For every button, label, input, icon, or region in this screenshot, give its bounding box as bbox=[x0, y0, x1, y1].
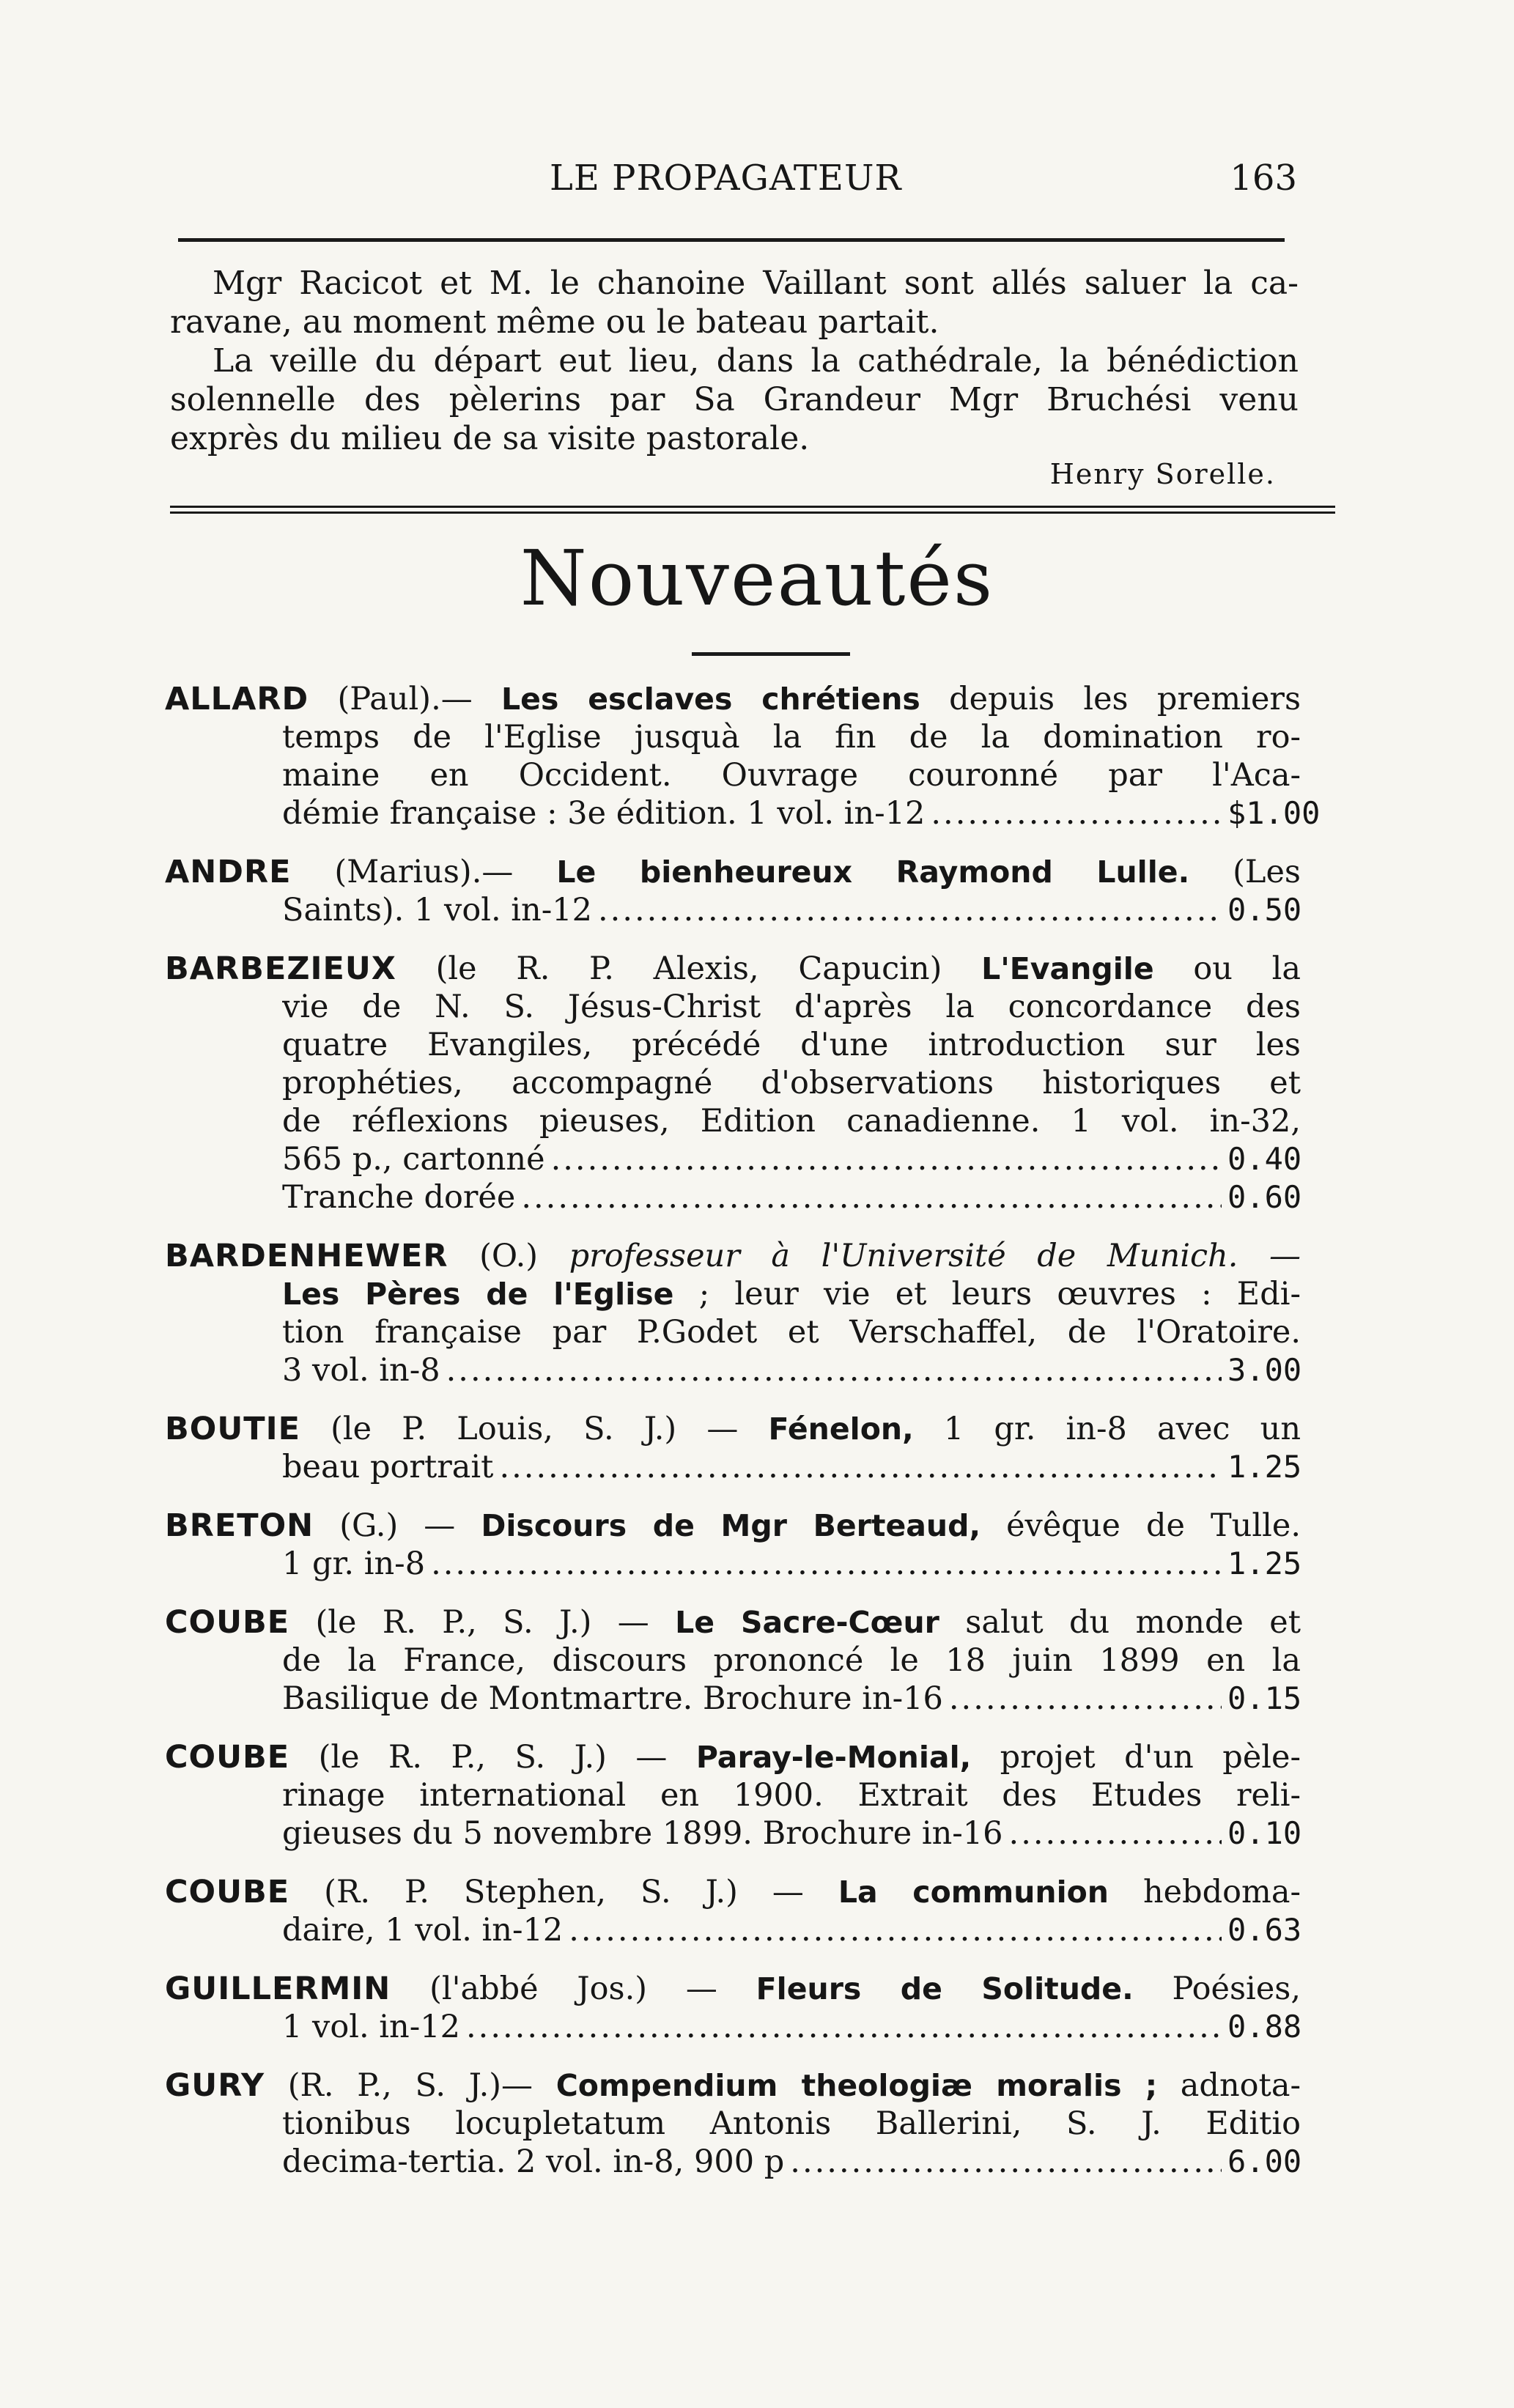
catalog-entry bbox=[165, 1738, 1301, 1853]
entry-first-text bbox=[165, 1237, 1301, 1275]
entry-first-text bbox=[165, 1738, 1301, 1776]
intro-line: exprès du milieu de sa visite pastorale. bbox=[170, 420, 810, 457]
entry-line bbox=[165, 1313, 1301, 1351]
price: 3.00 bbox=[1227, 1352, 1302, 1388]
author-details: (O.) bbox=[479, 1238, 539, 1274]
entry-price-line bbox=[165, 1911, 1301, 1949]
entry-last-text: 565 p., cartonné bbox=[282, 1141, 545, 1178]
dot-leader bbox=[598, 891, 1222, 929]
author-name: COUBE bbox=[165, 1874, 290, 1910]
price: 0.63 bbox=[1227, 1912, 1302, 1948]
title-tail: 1 gr. in-8 avec un bbox=[943, 1411, 1301, 1447]
entry-first-line bbox=[165, 1410, 1301, 1448]
dot-leader bbox=[790, 2143, 1222, 2181]
intro-line: ravane, au moment même ou le bateau partait. bbox=[170, 303, 939, 341]
entry-first-text bbox=[165, 1507, 1301, 1545]
entry-last-text: démie française : 3e édition. 1 vol. in-12 bbox=[282, 795, 926, 832]
price: 0.15 bbox=[1227, 1680, 1302, 1716]
entry-line-text: de réflexions pieuses, Edition canadienne. 1 vol. in-32, bbox=[282, 1103, 1301, 1140]
title-tail: depuis les premiers bbox=[949, 681, 1301, 717]
book-title: Fénelon, bbox=[768, 1411, 914, 1447]
entry-line-text bbox=[282, 1275, 1301, 1313]
entry-last-text: 1 vol. in-12 bbox=[282, 2009, 460, 2045]
intro-paragraph bbox=[170, 264, 1299, 458]
entry-line bbox=[165, 1776, 1301, 1814]
entry-first-line bbox=[165, 680, 1301, 718]
price: 0.50 bbox=[1227, 892, 1302, 928]
entry-last-text: gieuses du 5 novembre 1899. Brochure in-16 bbox=[282, 1815, 1003, 1852]
book-title: La communion bbox=[838, 1875, 1109, 1910]
author-name: GUILLERMIN bbox=[165, 1971, 391, 2007]
entry-last-text: decima-tertia. 2 vol. in-8, 900 p bbox=[282, 2143, 785, 2180]
entry-first-line bbox=[165, 2067, 1301, 2105]
intro-line: La veille du départ eut lieu, dans la cathédrale, la bénédiction bbox=[213, 342, 1299, 380]
author-name: BOUTIE bbox=[165, 1411, 300, 1447]
author-details: (Marius).— bbox=[334, 854, 514, 890]
catalog-entry bbox=[165, 1410, 1301, 1486]
author-details: (le R. P., S. J.) — bbox=[315, 1604, 649, 1641]
entry-line bbox=[165, 718, 1301, 756]
journal-title: LE PROPAGATEUR bbox=[550, 158, 902, 199]
entry-first-line bbox=[165, 1603, 1301, 1641]
title-tail: adnota- bbox=[1180, 2067, 1301, 2104]
entry-first-text bbox=[165, 680, 1301, 718]
dot-leader bbox=[949, 1680, 1222, 1718]
book-title: Fleurs de Solitude. bbox=[756, 1971, 1134, 2006]
dot-leader bbox=[431, 1545, 1222, 1583]
title-underline bbox=[692, 652, 850, 656]
entry-line-text: maine en Occident. Ouvrage couronné par l'Aca- bbox=[282, 757, 1301, 794]
author-name: GURY bbox=[165, 2067, 265, 2104]
dot-leader bbox=[521, 1178, 1222, 1216]
intro-line: solennelle des pèlerins par Sa Grandeur Mgr Bruchési venu bbox=[170, 381, 1299, 418]
book-title: Les esclaves chrétiens bbox=[501, 682, 920, 717]
entry-first-text bbox=[165, 1873, 1301, 1911]
section-divider bbox=[170, 506, 1335, 517]
catalog-entry bbox=[165, 950, 1301, 1216]
entry-first-line bbox=[165, 1873, 1301, 1911]
entry-first-line bbox=[165, 1970, 1301, 2008]
price: 0.88 bbox=[1227, 2009, 1302, 2045]
price: 6.00 bbox=[1227, 2143, 1302, 2179]
entry-first-line bbox=[165, 853, 1301, 891]
dot-leader bbox=[931, 794, 1222, 832]
book-title: Paray-le-Monial, bbox=[695, 1740, 972, 1775]
dot-leader bbox=[466, 2008, 1222, 2046]
running-header bbox=[169, 158, 1297, 202]
dot-leader bbox=[499, 1448, 1222, 1486]
title-tail: projet d'un pèle- bbox=[1000, 1739, 1301, 1776]
entry-first-text bbox=[165, 1410, 1301, 1448]
entry-first-text bbox=[165, 853, 1301, 891]
entry-last-text: Basilique de Montmartre. Brochure in-16 bbox=[282, 1680, 943, 1717]
author-name: ANDRE bbox=[165, 854, 292, 890]
entry-price-line bbox=[165, 891, 1301, 929]
entry-line bbox=[165, 1026, 1301, 1064]
entry-line bbox=[165, 2105, 1301, 2143]
entry-first-text bbox=[165, 950, 1301, 988]
entry-first-text bbox=[165, 1970, 1301, 2008]
book-title: Le bienheureux Raymond Lulle. bbox=[556, 854, 1190, 890]
entry-line-text: quatre Evangiles, précédé d'une introduction sur les bbox=[282, 1027, 1301, 1063]
entry-last-text: Saints). 1 vol. in-12 bbox=[282, 892, 592, 928]
page-number: 163 bbox=[1230, 158, 1297, 199]
entry-last-text: 3 vol. in-8 bbox=[282, 1352, 440, 1389]
price: $1.00 bbox=[1227, 795, 1321, 831]
entry-line-text: de la France, discours prononcé le 18 juin 1899 en la bbox=[282, 1642, 1301, 1679]
entry-price-line bbox=[165, 1680, 1301, 1718]
entry-price-line bbox=[165, 794, 1321, 832]
price: 1.25 bbox=[1227, 1545, 1302, 1581]
entry-first-text bbox=[165, 2067, 1301, 2105]
entry-variant-text: Tranche dorée bbox=[282, 1179, 516, 1216]
entry-price-line bbox=[165, 1140, 1301, 1178]
entry-line bbox=[165, 1275, 1301, 1313]
book-title: Compendium theologiæ moralis ; bbox=[555, 2068, 1158, 2103]
dot-leader bbox=[446, 1351, 1222, 1389]
entry-last-text: 1 gr. in-8 bbox=[282, 1545, 426, 1582]
dot-leader bbox=[551, 1140, 1222, 1178]
author-details: (G.) — bbox=[339, 1507, 456, 1544]
author-name: COUBE bbox=[165, 1739, 290, 1776]
entry-price-line bbox=[165, 1814, 1301, 1853]
entry-price-line bbox=[165, 1545, 1301, 1583]
book-title: Les Pères de l'Eglise bbox=[282, 1277, 674, 1312]
title-tail: (Les bbox=[1233, 854, 1301, 890]
entry-price-line bbox=[165, 1448, 1301, 1486]
author-details: (le P. Louis, S. J.) — bbox=[331, 1411, 739, 1447]
entry-price-line bbox=[165, 2008, 1301, 2046]
entry-first-line bbox=[165, 950, 1301, 988]
author-signature: Henry Sorelle. bbox=[1049, 458, 1276, 490]
author-name: BRETON bbox=[165, 1507, 314, 1544]
entry-line bbox=[165, 1064, 1301, 1102]
title-tail: ou la bbox=[1193, 950, 1301, 987]
author-name: BARDENHEWER bbox=[165, 1238, 448, 1274]
title-tail: salut du monde et bbox=[965, 1604, 1301, 1641]
section-title: Nouveautés bbox=[520, 533, 994, 623]
entry-line-text: vie de N. S. Jésus-Christ d'après la concordance des bbox=[282, 989, 1301, 1025]
author-affiliation: professeur à l'Université de Munich. — bbox=[569, 1238, 1301, 1274]
dot-leader bbox=[569, 1911, 1222, 1949]
author-name: ALLARD bbox=[165, 681, 309, 717]
book-list bbox=[165, 680, 1321, 2201]
entry-price-line bbox=[165, 1178, 1301, 1216]
catalog-entry bbox=[165, 853, 1301, 929]
entry-first-line bbox=[165, 1738, 1301, 1776]
author-details: (le R. P. Alexis, Capucin) bbox=[435, 950, 942, 987]
catalog-entry bbox=[165, 1237, 1301, 1389]
entry-last-text: daire, 1 vol. in-12 bbox=[282, 1912, 564, 1949]
price: 0.10 bbox=[1227, 1815, 1302, 1851]
entry-price-line bbox=[165, 1351, 1301, 1389]
title-tail: Poésies, bbox=[1172, 1971, 1301, 2007]
catalog-entry bbox=[165, 1873, 1301, 1949]
author-name: COUBE bbox=[165, 1604, 290, 1641]
entry-line-text: rinage international en 1900. Extrait des Etudes reli- bbox=[282, 1777, 1301, 1814]
book-title: Discours de Mgr Berteaud, bbox=[481, 1508, 981, 1543]
title-tail: évêque de Tulle. bbox=[1006, 1507, 1301, 1544]
title-tail: ; leur vie et leurs œuvres : Edi- bbox=[698, 1276, 1301, 1312]
book-title: Le Sacre-Cœur bbox=[675, 1605, 939, 1640]
entry-line-text: temps de l'Eglise jusquà la fin de la domination ro- bbox=[282, 719, 1301, 756]
intro-line: Mgr Racicot et M. le chanoine Vaillant sont allés saluer la ca- bbox=[213, 265, 1299, 302]
book-title: L'Evangile bbox=[981, 951, 1154, 986]
entry-first-line bbox=[165, 1237, 1301, 1275]
author-details: (Paul).— bbox=[337, 681, 473, 717]
entry-line bbox=[165, 1102, 1301, 1140]
dot-leader bbox=[1009, 1814, 1222, 1853]
catalog-entry bbox=[165, 680, 1321, 832]
entry-price-line bbox=[165, 2143, 1301, 2181]
entry-line bbox=[165, 988, 1301, 1026]
author-details: (l'abbé Jos.) — bbox=[429, 1971, 717, 2007]
entry-first-text bbox=[165, 1603, 1301, 1641]
entry-first-line bbox=[165, 1507, 1301, 1545]
catalog-entry bbox=[165, 2067, 1301, 2181]
header-rule bbox=[178, 238, 1285, 242]
catalog-entry bbox=[165, 1507, 1301, 1583]
catalog-entry bbox=[165, 1603, 1301, 1718]
price: 0.40 bbox=[1227, 1141, 1302, 1177]
entry-line-text: tion française par P.Godet et Verschaffel, de l'Oratoire. bbox=[282, 1314, 1301, 1351]
entry-line bbox=[165, 756, 1301, 794]
entry-last-text: beau portrait bbox=[282, 1449, 494, 1485]
entry-line bbox=[165, 1641, 1301, 1680]
price: 0.60 bbox=[1227, 1179, 1302, 1215]
author-details: (R. P. Stephen, S. J.) — bbox=[324, 1874, 804, 1910]
author-details: (R. P., S. J.)— bbox=[287, 2067, 533, 2104]
author-details: (le R. P., S. J.) — bbox=[318, 1739, 668, 1776]
price: 1.25 bbox=[1227, 1449, 1302, 1485]
title-tail: hebdoma- bbox=[1142, 1874, 1301, 1910]
author-name: BARBEZIEUX bbox=[165, 950, 396, 987]
catalog-entry bbox=[165, 1970, 1301, 2046]
entry-line-text: prophéties, accompagné d'observations historiques et bbox=[282, 1065, 1301, 1101]
entry-line-text: tionibus locupletatum Antonis Ballerini, S. J. Editio bbox=[282, 2105, 1301, 2142]
